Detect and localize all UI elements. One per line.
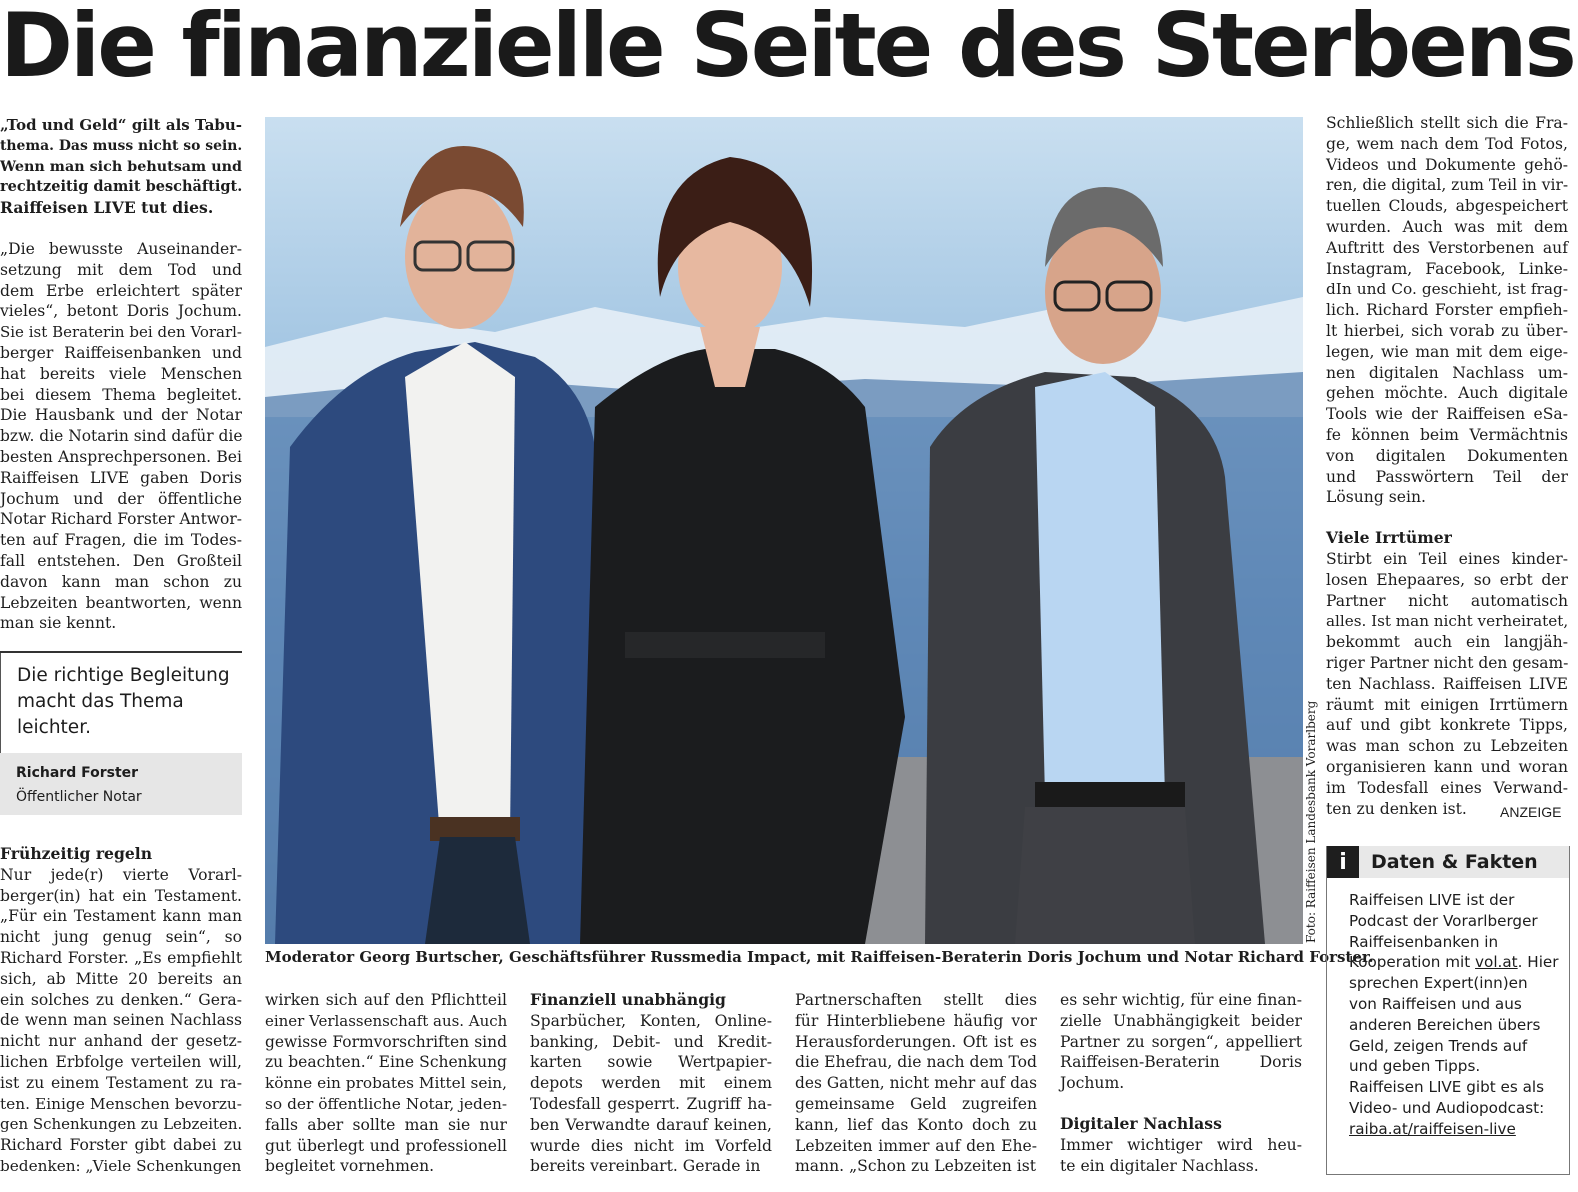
text-line: könne ein probates Mittel sein, xyxy=(265,1074,507,1093)
column-4 xyxy=(795,990,1037,1177)
facts-box xyxy=(1326,846,1570,1175)
text-line: rechtzeitig damit beschäftigt. xyxy=(0,178,243,196)
text-line: Stirbt ein Teil eines kinder- xyxy=(1326,549,1568,568)
text-line: Schließlich stellt sich die Fra- xyxy=(1326,114,1568,132)
text-line: wurden. Auch was mit dem xyxy=(1326,217,1568,236)
text-line: wurde dies nicht im Vorfeld xyxy=(530,1136,772,1155)
text-line: nicht nur anhand der gesetz- xyxy=(0,1032,242,1051)
text-line: Lebzeiten beantworten, wenn xyxy=(0,593,242,612)
text-line: karten sowie Wertpapier- xyxy=(530,1053,772,1072)
text-line: setzung mit dem Tod und xyxy=(0,260,242,279)
text-line: von digitalen Dokumenten xyxy=(1326,446,1568,465)
text-line: dem Erbe erleichtert später xyxy=(0,281,242,300)
text-line: des Gatten, nicht mehr auf das xyxy=(795,1074,1037,1093)
text-line: Auftritt des Verstorbenen auf xyxy=(1326,238,1568,257)
paragraph-digital xyxy=(1060,1135,1302,1177)
text-line: de wenn man seinen Nachlass xyxy=(0,1011,242,1030)
subheading-finanziell: Finanziell unabhängig xyxy=(530,990,726,1009)
text-line: banking, Debit- und Kredit- xyxy=(530,1032,772,1051)
text-line: gen Schenkungen zu Lebzeiten. xyxy=(0,1115,243,1134)
link-raiffeisen-live[interactable]: raiba.at/raiffeisen-live xyxy=(1349,1119,1516,1138)
text-line: sich, ab Mitte 20 bereits an xyxy=(0,969,242,988)
text-line: berger(in) hat ein Testament. xyxy=(0,886,242,905)
text-line: so der öffentliche Notar, jeden- xyxy=(265,1094,507,1113)
quote-role: Öffentlicher Notar xyxy=(16,789,142,805)
text-line: Immer wichtiger wird heu- xyxy=(1060,1135,1302,1154)
text-line: nen digitalen Nachlass um- xyxy=(1326,363,1568,382)
text-line: die Ehefrau, die nach dem Tod xyxy=(795,1053,1038,1072)
column-5 xyxy=(1060,990,1302,1176)
text-line: begleitet vornehmen. xyxy=(265,1157,435,1176)
text-line: man sie kennt. xyxy=(0,614,117,633)
text-line: wirken sich auf den Pflichtteil xyxy=(265,991,507,1009)
column-3 xyxy=(530,990,772,1177)
text-line: kann, lief das Konto doch zu xyxy=(795,1115,1037,1134)
subheading-irrtuemer: Viele Irrtümer xyxy=(1326,528,1452,548)
text-line: zielle Unabhängigkeit beider xyxy=(1060,1011,1302,1030)
text-line: Raiffeisen LIVE tut dies. xyxy=(0,198,214,218)
text-line: Nur jede(r) vierte Vorarl- xyxy=(0,865,242,884)
lead-paragraph xyxy=(0,115,242,219)
text-line: ten. Einige Menschen bevorzu- xyxy=(0,1094,242,1113)
text-line: ten zu denken ist. xyxy=(1326,799,1467,818)
facts-text-1: Raiffeisen LIVE ist der Podcast der Vorarlberger Raiffeisenbanken in Kooperation mit xyxy=(1349,891,1538,972)
info-icon: i xyxy=(1327,846,1359,878)
photo-credit: Foto: Raiffeisen Landesbank Vorarlberg xyxy=(1304,700,1318,943)
text-line: thema. Das muss nicht so sein. xyxy=(0,137,243,154)
text-line: bereits vereinbart. Gerade in xyxy=(530,1157,761,1176)
column-1-lower xyxy=(0,844,242,1177)
text-line: auf und gibt konkrete Tipps, xyxy=(1326,716,1568,735)
text-line: für Hinterbliebene häufig vor xyxy=(795,1011,1037,1030)
column-6 xyxy=(1326,113,1568,819)
text-line: ist zu einem Testament zu ra- xyxy=(0,1073,242,1092)
text-line: Partner zu sorgen“, appelliert xyxy=(1060,1032,1302,1051)
text-line: fall entstehen. Den Großteil xyxy=(0,551,242,570)
text-line: tuellen Clouds, abgespeichert xyxy=(1326,197,1568,216)
pull-quote xyxy=(0,651,242,815)
photo-caption: Moderator Georg Burtscher, Geschäftsführer Russmedia Impact, mit Raiffeisen-Beraterin Doris Jochum und Notar Richard Forster. xyxy=(265,948,1374,966)
text-line: alles. Ist man nicht verheiratet, xyxy=(1326,612,1569,631)
text-line: was man schon zu Lebzeiten xyxy=(1326,737,1568,756)
text-line: ge, wem nach dem Tod Fotos, xyxy=(1326,134,1568,153)
text-line: Videos und Dokumente gehö- xyxy=(1326,155,1568,174)
quote-name: Richard Forster xyxy=(16,765,139,781)
text-line: und Passwörtern Teil der xyxy=(1326,467,1568,486)
intro-paragraph xyxy=(0,239,242,634)
text-line: legen, wie man mit dem eige- xyxy=(1326,342,1568,361)
text-line: Jochum und der öffentliche xyxy=(0,489,242,508)
text-line: Wenn man sich behutsam und xyxy=(0,158,242,175)
headline: Die finanzielle Seite des Sterbens xyxy=(0,0,1574,97)
text-line: vieles“, betont Doris Jochum. xyxy=(0,302,242,321)
quote-author xyxy=(0,753,242,815)
paragraph-schenkungen xyxy=(265,990,507,1177)
text-line: Partner nicht automatisch xyxy=(1326,591,1568,610)
text-line: depots werden mit einem xyxy=(530,1074,772,1093)
text-line: es sehr wichtig, für eine finan- xyxy=(1060,991,1302,1009)
text-line: gemeinsame Geld zugreifen xyxy=(795,1094,1037,1113)
paragraph-finanziell xyxy=(530,1011,772,1177)
text-line: „Für ein Testament kann man xyxy=(0,907,242,926)
text-line: Lösung sein. xyxy=(1326,488,1426,507)
text-line: fe können beim Vermächtnis xyxy=(1326,425,1568,444)
text-line: davon kann man schon zu xyxy=(0,572,242,591)
text-line: dIn und Co. geschieht, ist frag- xyxy=(1326,280,1568,299)
subheading-fruehzeitig: Frühzeitig regeln xyxy=(0,844,153,863)
text-line: Tools wie der Raiffeisen eSa- xyxy=(1326,405,1568,424)
text-line: Lebzeiten immer auf den Ehe- xyxy=(795,1136,1037,1155)
paragraph-irrtuemer xyxy=(1326,549,1568,819)
text-line: lt hierbei, sich vorab zu über- xyxy=(1326,321,1568,340)
photo-illustration xyxy=(265,117,1303,944)
text-line: nicht jung genug sein“, so xyxy=(0,928,242,947)
text-line: Herausforderungen. Oft ist es xyxy=(795,1032,1037,1051)
paragraph-partnerschaften xyxy=(795,990,1037,1177)
text-line: riger Partner nicht den gesam- xyxy=(1326,653,1569,672)
text-line: ten auf Fragen, die im Todes- xyxy=(0,531,242,550)
text-line: losen Ehepaares, so erbt der xyxy=(1326,570,1568,589)
text-line: Sie ist Beraterin bei den Vorarl- xyxy=(0,323,242,342)
text-line: te ein digitaler Nachlass. xyxy=(1060,1156,1259,1175)
column-1 xyxy=(0,115,242,634)
text-line: einer Verlassenschaft aus. Auch xyxy=(265,1011,508,1030)
text-line: mann. „Schon zu Lebzeiten ist xyxy=(795,1157,1036,1176)
column-2 xyxy=(265,990,507,1177)
text-line: „Tod und Geld“ gilt als Tabu- xyxy=(0,116,242,134)
text-line: Die Hausbank und der Notar xyxy=(0,406,242,425)
text-line: falls aber sollte man sie nur xyxy=(265,1115,507,1134)
text-line: bekommt auch ein langjäh- xyxy=(1326,633,1568,652)
text-line: Jochum. xyxy=(1060,1074,1125,1093)
facts-title: Daten & Fakten xyxy=(1371,851,1538,873)
text-line: gewisse Formvorschriften sind xyxy=(265,1032,507,1051)
subheading-digital: Digitaler Nachlass xyxy=(1060,1113,1222,1133)
text-line: „Die bewusste Auseinander- xyxy=(0,239,242,258)
text-line: bzw. die Notarin sind dafür die xyxy=(0,427,243,446)
facts-text xyxy=(1327,878,1569,1140)
text-line: Richard Forster. „Es empfiehlt xyxy=(0,948,242,967)
text-line: ren, die digital, zum Teil in vir- xyxy=(1326,176,1569,195)
text-line: Raiffeisen LIVE gaben Doris xyxy=(0,468,242,487)
text-line: gut überlegt und professionell xyxy=(265,1136,507,1155)
text-line: Raiffeisen-Beraterin Doris xyxy=(1060,1053,1302,1072)
text-line: Sparbücher, Konten, Online- xyxy=(530,1011,772,1030)
text-line: Notar Richard Forster Antwor- xyxy=(0,510,242,529)
text-line: lichen Erbfolge verteilen will, xyxy=(0,1052,242,1071)
link-vol-at[interactable]: vol.at xyxy=(1475,953,1518,972)
text-line: ein solches zu denken.“ Gera- xyxy=(0,990,242,1009)
text-line: räumt mit einigen Irrtümern xyxy=(1326,695,1568,714)
facts-header xyxy=(1327,846,1569,878)
text-line: Partnerschaften stellt dies xyxy=(795,991,1037,1009)
text-line: lich. Richard Forster empfieh- xyxy=(1326,301,1568,320)
text-line: im Todesfall eines Verwand- xyxy=(1326,778,1568,797)
paragraph-digitale-nachlass xyxy=(1326,113,1568,508)
ad-label: ANZEIGE xyxy=(1500,804,1562,820)
text-line: Instagram, Facebook, Linke- xyxy=(1326,259,1568,278)
text-line: organisieren kann und woran xyxy=(1326,757,1568,776)
text-line: berger Raiffeisenbanken und xyxy=(0,343,242,362)
text-line: hat bereits viele Menschen xyxy=(0,364,242,383)
text-line: Richard Forster gibt dabei zu xyxy=(0,1136,242,1155)
text-line: besten Ansprechpersonen. Bei xyxy=(0,447,242,466)
quote-text: Die richtige Begleitung macht das Thema leichter. xyxy=(0,653,242,753)
text-line: ben Verwandte darauf keinen, xyxy=(530,1115,772,1134)
paragraph-fruehzeitig xyxy=(0,865,242,1177)
text-line: bei diesem Thema begleitet. xyxy=(0,385,242,404)
text-line: Todesfall gesperrt. Zugriff ha- xyxy=(530,1094,772,1113)
text-line: zu beachten.“ Eine Schenkung xyxy=(265,1053,507,1072)
facts-text-2: . Hier sprechen Expert(inn)en von Raiffeisen und aus anderen Bereichen übers Geld, zeigen Trends auf und geben Tipps. Raiffeisen LIVE gibt es als Video- und Audiopodcast: xyxy=(1349,953,1559,1117)
text-line: gehen möchte. Auch digitale xyxy=(1326,384,1568,403)
text-line: bedenken: „Viele Schenkungen xyxy=(0,1156,242,1175)
article-photo xyxy=(265,117,1303,944)
paragraph-unabhaengigkeit xyxy=(1060,990,1302,1094)
text-line: ten Nachlass. Raiffeisen LIVE xyxy=(1326,674,1568,693)
